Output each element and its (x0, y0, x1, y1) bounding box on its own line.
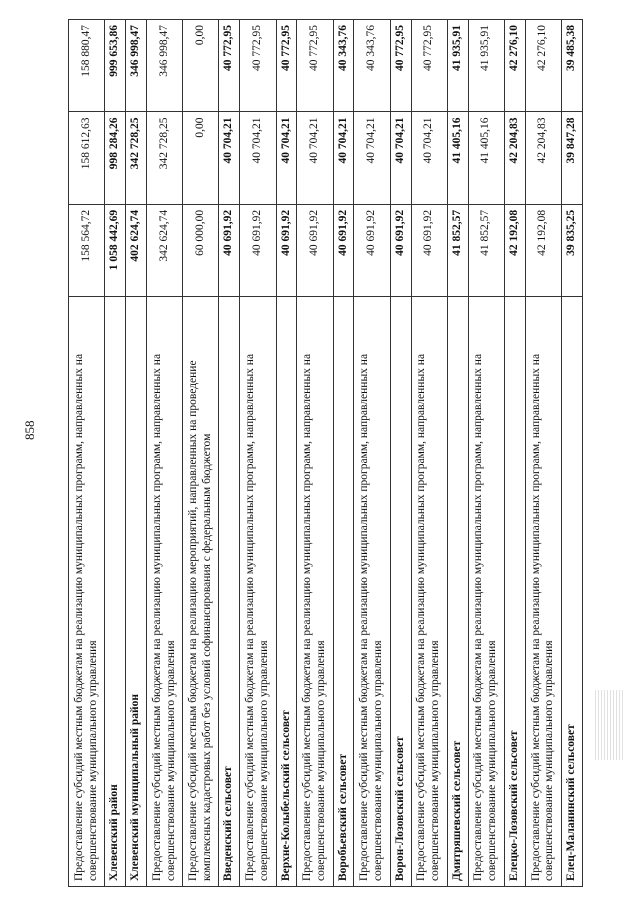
value-cell-3: 346 998,47 (146, 20, 182, 112)
table-row (468, 20, 504, 887)
table-row (276, 20, 297, 887)
value-cell-2: 39 847,28 (561, 112, 582, 204)
value-cell-2: 40 704,21 (240, 112, 276, 204)
page-number: 858 (22, 420, 37, 440)
value-cell-2: 40 704,21 (276, 112, 297, 204)
value-cell-1: 42 192,08 (525, 204, 561, 296)
value-cell-2: 40 704,21 (411, 112, 447, 204)
value-cell-2: 40 704,21 (333, 112, 354, 204)
budget-table (68, 19, 583, 887)
row-name-cell: Дмитряшевский сельсовет (447, 297, 468, 887)
table-row (561, 20, 582, 887)
row-name-cell: Предоставление субсидий местным бюджетам на реализацию муниципальных программ, направленных на совершенствование муниципального управления (69, 297, 105, 887)
value-cell-3: 40 772,95 (297, 20, 333, 112)
value-cell-1: 42 192,08 (504, 204, 525, 296)
row-name-cell: Елец-Маланинский сельсовет (561, 297, 582, 887)
value-cell-2: 342 728,25 (146, 112, 182, 204)
row-name-cell: Предоставление субсидий местным бюджетам на реализацию муниципальных программ, направленных на совершенствование муниципального управления (468, 297, 504, 887)
value-cell-1: 40 691,92 (390, 204, 411, 296)
table-row (411, 20, 447, 887)
row-name-cell: Хлевенский район (105, 297, 126, 887)
row-name-cell: Предоставление субсидий местным бюджетам на реализацию муниципальных программ, направленных на совершенствование муниципального управления (297, 297, 333, 887)
value-cell-3: 40 343,76 (333, 20, 354, 112)
value-cell-3: 40 772,95 (219, 20, 240, 112)
row-name-cell: Предоставление субсидий местным бюджетам на реализацию муниципальных программ, направленных на совершенствование муниципального управления (240, 297, 276, 887)
budget-table-body (69, 20, 583, 887)
table-row (297, 20, 333, 887)
value-cell-2: 342 728,25 (126, 112, 147, 204)
value-cell-3: 40 772,95 (276, 20, 297, 112)
value-cell-1: 40 691,92 (333, 204, 354, 296)
table-row (447, 20, 468, 887)
value-cell-1: 40 691,92 (411, 204, 447, 296)
table-row (354, 20, 390, 887)
value-cell-2: 40 704,21 (390, 112, 411, 204)
value-cell-3: 0,00 (183, 20, 219, 112)
table-row (525, 20, 561, 887)
value-cell-3: 41 935,91 (447, 20, 468, 112)
value-cell-3: 41 935,91 (468, 20, 504, 112)
row-name-cell: Предоставление субсидий местным бюджетам на реализацию муниципальных программ, направленных на совершенствование муниципального управления (525, 297, 561, 887)
value-cell-3: 40 772,95 (390, 20, 411, 112)
row-name-cell: Хлевенский муниципальный район (126, 297, 147, 887)
table-row (126, 20, 147, 887)
value-cell-2: 40 704,21 (297, 112, 333, 204)
value-cell-2: 158 612,63 (69, 112, 105, 204)
row-name-cell: Ворон-Лозовский сельсовет (390, 297, 411, 887)
value-cell-1: 41 852,57 (468, 204, 504, 296)
value-cell-2: 0,00 (183, 112, 219, 204)
value-cell-1: 158 564,72 (69, 204, 105, 296)
table-row (219, 20, 240, 887)
value-cell-1: 41 852,57 (447, 204, 468, 296)
table-row (390, 20, 411, 887)
value-cell-1: 40 691,92 (354, 204, 390, 296)
value-cell-2: 41 405,16 (468, 112, 504, 204)
row-name-cell: Введенский сельсовет (219, 297, 240, 887)
value-cell-3: 158 880,47 (69, 20, 105, 112)
scan-artifact (595, 690, 625, 760)
value-cell-1: 40 691,92 (276, 204, 297, 296)
value-cell-2: 40 704,21 (354, 112, 390, 204)
value-cell-2: 41 405,16 (447, 112, 468, 204)
value-cell-2: 42 204,83 (525, 112, 561, 204)
value-cell-1: 40 691,92 (219, 204, 240, 296)
value-cell-2: 40 704,21 (219, 112, 240, 204)
table-row (183, 20, 219, 887)
row-name-cell: Предоставление субсидий местным бюджетам на реализацию мероприятий, направленных на проведение комплексных кадастровых работ без условий софинансирования с федеральным бюджетом (183, 297, 219, 887)
value-cell-2: 42 204,83 (504, 112, 525, 204)
value-cell-3: 42 276,10 (504, 20, 525, 112)
table-row (240, 20, 276, 887)
value-cell-2: 998 284,26 (105, 112, 126, 204)
value-cell-1: 40 691,92 (297, 204, 333, 296)
table-row (69, 20, 105, 887)
value-cell-1: 60 000,00 (183, 204, 219, 296)
table-row (105, 20, 126, 887)
value-cell-3: 999 653,86 (105, 20, 126, 112)
value-cell-1: 1 058 442,69 (105, 204, 126, 296)
value-cell-3: 39 485,38 (561, 20, 582, 112)
row-name-cell: Предоставление субсидий местным бюджетам на реализацию муниципальных программ, направленных на совершенствование муниципального управления (354, 297, 390, 887)
value-cell-3: 40 772,95 (240, 20, 276, 112)
value-cell-1: 39 835,25 (561, 204, 582, 296)
rotated-table-container (68, 19, 583, 887)
value-cell-1: 40 691,92 (240, 204, 276, 296)
row-name-cell: Верхне-Колыбельский сельсовет (276, 297, 297, 887)
row-name-cell: Предоставление субсидий местным бюджетам на реализацию муниципальных программ, направленных на совершенствование муниципального управления (411, 297, 447, 887)
row-name-cell: Воробьевский сельсовет (333, 297, 354, 887)
value-cell-1: 342 624,74 (146, 204, 182, 296)
table-row (504, 20, 525, 887)
value-cell-3: 346 998,47 (126, 20, 147, 112)
table-row (146, 20, 182, 887)
value-cell-1: 402 624,74 (126, 204, 147, 296)
value-cell-3: 42 276,10 (525, 20, 561, 112)
row-name-cell: Предоставление субсидий местным бюджетам на реализацию муниципальных программ, направленных на совершенствование муниципального управления (146, 297, 182, 887)
row-name-cell: Елецко-Лозовский сельсовет (504, 297, 525, 887)
table-row (333, 20, 354, 887)
value-cell-3: 40 772,95 (411, 20, 447, 112)
value-cell-3: 40 343,76 (354, 20, 390, 112)
